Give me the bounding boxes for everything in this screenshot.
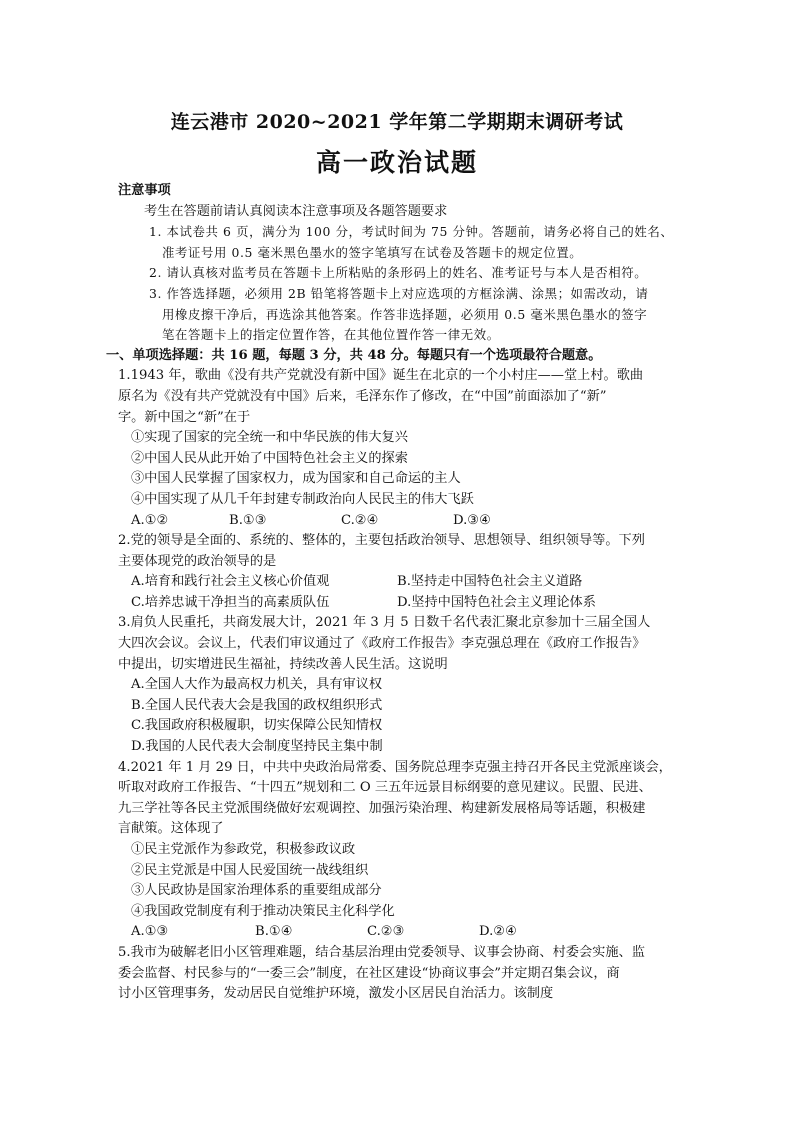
- option-c: C.我国政府积极履职，切实保障公民知情权: [131, 718, 383, 734]
- option-a: A.培育和践行社会主义核心价值观: [131, 574, 330, 590]
- question-1-text: 字。新中国之“新”在于: [118, 409, 251, 425]
- question-1-text: 1.1943 年，歌曲《没有共产党就没有新中国》诞生在北京的一个小村庄——堂上村。歌曲: [118, 368, 644, 384]
- notice-heading: 注意事项: [118, 183, 171, 198]
- question-4-text: 言献策。这体现了: [118, 821, 224, 837]
- notice-item: 2. 请认真核对监考员在答题卡上所粘贴的条形码上的姓名、准考证号与本人是否相符。: [149, 265, 648, 281]
- question-4-text: 4.2021 年 1 月 29 日，中共中央政治局常委、国务院总理李克强主持召开各民主党派座谈会，: [118, 759, 672, 775]
- option-d: D.②④: [479, 924, 517, 940]
- option-b: B.坚持走中国特色社会主义道路: [397, 574, 583, 590]
- option-d: D.坚持中国特色社会主义理论体系: [397, 594, 596, 610]
- option-a: A.①②: [131, 512, 169, 528]
- question-4-statement: ①民主党派作为参政党，积极参政议政: [131, 842, 356, 857]
- option-b: B.全国人民代表大会是我国的政权组织形式: [131, 697, 383, 713]
- question-1-statement: ③中国人民掌握了国家权力，成为国家和自己命运的主人: [131, 471, 461, 487]
- option-d: D.我国的人民代表大会制度坚持民主集中制: [131, 739, 383, 755]
- question-4-statement: ④我国政党制度有利于推动决策民主化科学化: [131, 903, 395, 919]
- question-2-options: [118, 593, 678, 614]
- notice-item: 笔在答题卡上的指定位置作答，在其他位置作答一律无效。: [162, 327, 500, 343]
- question-3-text: 中提出，切实增进民生福祉，持续改善人民生活。这说明: [118, 656, 448, 672]
- section-heading: 一、单项选择题：共 16 题，每题 3 分，共 48 分。每题只有一个选项最符合题意。: [106, 347, 602, 363]
- notice-item: 1. 本试卷共 6 页，满分为 100 分，考试时间为 75 分钟。答题前，请务必将自己的姓名、: [149, 224, 674, 240]
- option-b: B.①④: [255, 924, 293, 940]
- option-d: D.③④: [453, 512, 491, 528]
- notice-item: 用橡皮擦干净后，再选涂其他答案。作答非选择题，必须用 0.5 毫米黑色墨水的签字: [162, 306, 648, 322]
- question-1-text: 原名为《没有共产党就没有中国》后来，毛泽东作了修改，在“中国”前面添加了“新”: [118, 388, 607, 404]
- question-1-statement: ④中国实现了从几千年封建专制政治向人民民主的伟大飞跃: [131, 491, 474, 507]
- exam-body: [106, 181, 678, 1005]
- question-1-statement: ①实现了国家的完全统一和中华民族的伟大复兴: [131, 430, 408, 446]
- option-c: C.②③: [367, 924, 405, 940]
- question-4-options: [118, 922, 678, 943]
- question-4-text: 听取对政府工作报告、“十四五”规划和二 O 三五年远景目标纲要的意见建议。民盟、民进、: [118, 780, 652, 796]
- question-4-text: 九三学社等各民主党派围绕做好宏观调控、加强污染治理、构建新发展格局等话题，积极建: [118, 800, 646, 816]
- question-5-text: 讨小区管理事务，发动居民自觉维护环境，激发小区居民自治活力。该制度: [118, 986, 554, 1002]
- option-b: B.①③: [229, 512, 267, 528]
- notice-intro: 考生在答题前请认真阅读本注意事项及各题答题要求: [144, 203, 448, 219]
- question-1-options: [118, 511, 678, 532]
- question-3-text: 3.肩负人民重托，共商发展大计，2021 年 3 月 5 日数千名代表汇聚北京参加十三届全国人: [118, 615, 651, 631]
- question-2-options: [118, 572, 678, 593]
- question-4-statement: ③人民政协是国家治理体系的重要组成部分: [131, 883, 382, 899]
- option-c: C.②④: [341, 512, 379, 528]
- question-5-text: 委会监督、村民参与的“一委三会”制度，在社区建设“协商议事会”并定期召集会议，商: [118, 965, 620, 981]
- question-2-text: 2.党的领导是全面的、系统的、整体的，主要包括政治领导、思想领导、组织领导等。下列: [118, 533, 645, 549]
- notice-item: 3. 作答选择题，必须用 2B 铅笔将答题卡上对应选项的方框涂满、涂黑；如需改动，请: [149, 285, 649, 301]
- exam-subtitle: 高一政治试题: [315, 148, 478, 177]
- question-4-statement: ②民主党派是中国人民爱国统一战线组织: [131, 862, 369, 878]
- option-c: C.培养忠诚干净担当的高素质队伍: [131, 594, 330, 610]
- question-1-statement: ②中国人民从此开始了中国特色社会主义的探索: [131, 450, 408, 466]
- option-a: A.全国人大作为最高权力机关，具有审议权: [131, 677, 383, 693]
- question-2-text: 主要体现党的政治领导的是: [118, 553, 277, 569]
- option-a: A.①③: [131, 924, 169, 940]
- notice-item: 准考证号用 0.5 毫米黑色墨水的签字笔填写在试卷及答题卡的规定位置。: [162, 244, 583, 260]
- question-3-text: 大四次会议。会议上，代表们审议通过了《政府工作报告》李克强总理在《政府工作报告》: [118, 636, 646, 652]
- question-5-text: 5.我市为破解老旧小区管理难题，结合基层治理由党委领导、议事会协商、村委会实施、监: [118, 944, 645, 960]
- exam-title: 连云港市 2020~2021 学年第二学期期末调研考试: [170, 111, 624, 133]
